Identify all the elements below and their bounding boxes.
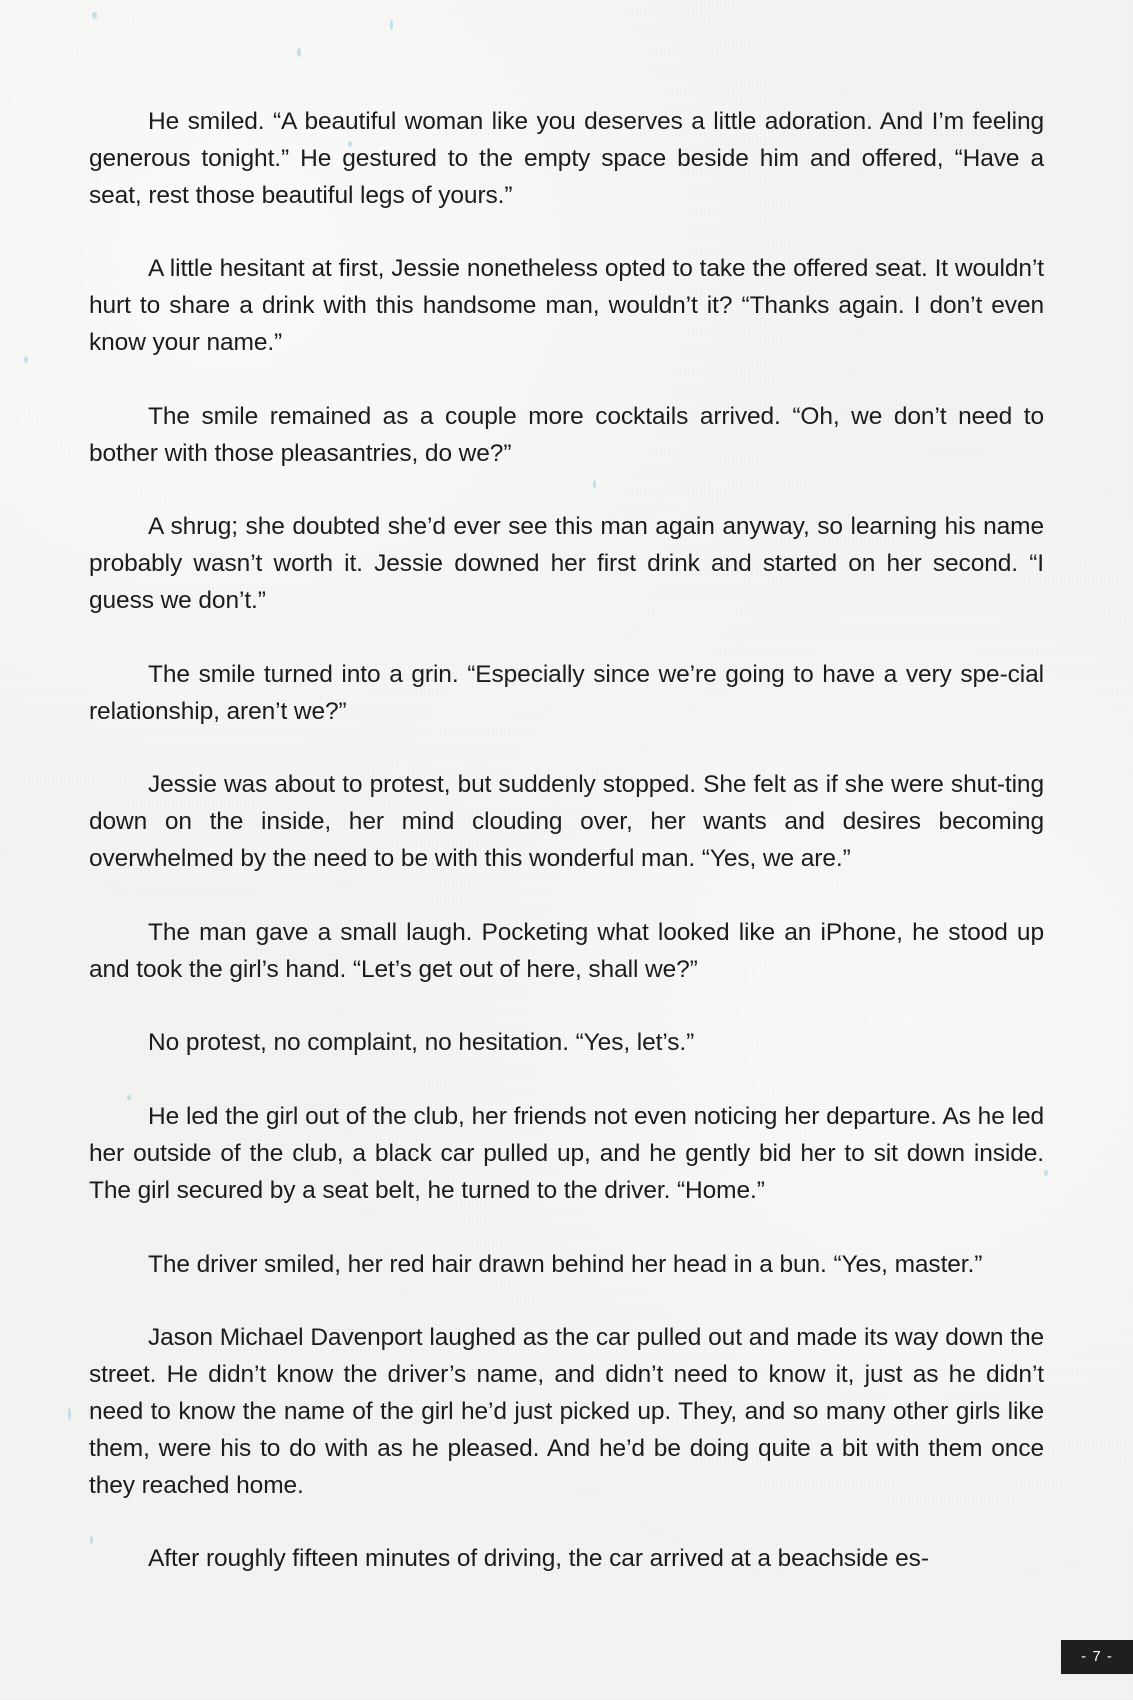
page-number: - 7 - bbox=[1061, 1640, 1133, 1674]
paragraph: The man gave a small laugh. Pocketing what looked like an iPhone, he stood up and took the girl’s hand. “Let’s get out of here, shall we?” bbox=[89, 918, 1044, 983]
paragraph: He led the girl out of the club, her friends not even noticing her departure. As he led her outside of the club, a black car pulled up, and he gently bid her to sit down inside. The girl secured by a seat belt, he turned to the driver. “Home.” bbox=[89, 1103, 1044, 1204]
paragraph: No protest, no complaint, no hesitation. “Yes, let’s.” bbox=[148, 1029, 695, 1057]
ink-speck bbox=[68, 1408, 71, 1420]
paragraph: A little hesitant at first, Jessie nonetheless opted to take the offered seat. It wouldn’t hurt to share a drink with this handsome man, wouldn’t it? “Thanks again. I don’t even know your name.” bbox=[89, 255, 1044, 356]
ink-speck bbox=[1044, 1170, 1048, 1176]
ink-speck bbox=[92, 12, 97, 19]
ink-speck bbox=[297, 48, 301, 57]
paragraph: The smile remained as a couple more cocktails arrived. “Oh, we don’t need to bother with those pleasantries, do we?” bbox=[89, 402, 1044, 467]
paragraph: A shrug; she doubted she’d ever see this man again anyway, so learning his name probably wasn’t worth it. Jessie downed her first drink and started on her second. “I guess we don’t.” bbox=[89, 513, 1044, 614]
ink-speck bbox=[390, 20, 393, 30]
paragraph: He smiled. “A beautiful woman like you deserves a little adoration. And I’m feeling generous tonight.” He gestured to the empty space beside him and offered, “Have a seat, rest those beautiful legs of yours.” bbox=[89, 108, 1044, 209]
paragraph: After roughly fifteen minutes of driving, the car arrived at a beachside es- bbox=[148, 1545, 929, 1573]
paragraph: Jason Michael Davenport laughed as the car pulled out and made its way down the street. He didn’t know the driver’s name, and didn’t need to know it, just as he didn’t need to know the name of the girl he’d just picked up. They, and so many other girls like them, were his to do with as he pleased. And he’d be doing quite a bit with them once they reached home. bbox=[89, 1324, 1044, 1499]
text-body bbox=[89, 104, 1044, 1578]
paragraph: The driver smiled, her red hair drawn behind her head in a bun. “Yes, master.” bbox=[148, 1250, 983, 1278]
paragraph: Jessie was about to protest, but suddenly stopped. She felt as if she were shut-ting down on the inside, her mind clouding over, her wants and desires becoming overwhelmed by the need to be with this wonderful man. “Yes, we are.” bbox=[89, 771, 1044, 872]
paragraph: The smile turned into a grin. “Especially since we’re going to have a very spe-cial relationship, aren’t we?” bbox=[89, 660, 1044, 725]
ink-speck bbox=[24, 356, 28, 363]
